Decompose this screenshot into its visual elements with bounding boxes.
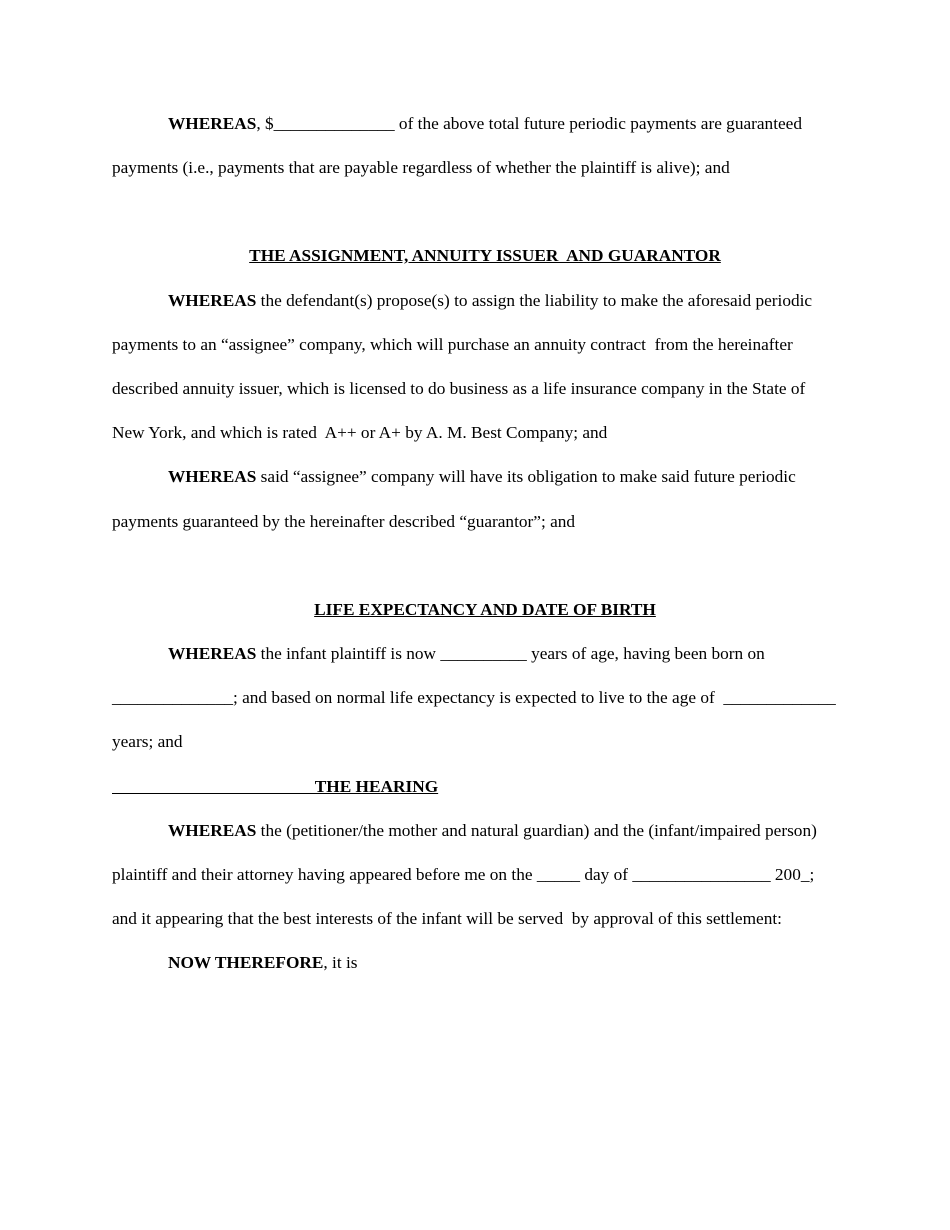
- paragraph-life-expectancy-line-2: ______________; and based on normal life expectancy is expected to live to the age of _____________: [112, 688, 836, 707]
- paragraph-text: said “assignee” company will have its obligation to make said future periodic: [256, 467, 796, 486]
- paragraph-life-expectancy-line-1: [168, 644, 765, 664]
- paragraph-hearing-line-3: and it appearing that the best interests of the infant will be served by approval of this settlement:: [112, 909, 782, 928]
- paragraph-guaranteed-payments-line-2: payments (i.e., payments that are payable regardless of whether the plaintiff is alive); and: [112, 158, 730, 177]
- section-heading-hearing: THE HEARING: [112, 777, 439, 796]
- section-heading-life-expectancy: LIFE EXPECTANCY AND DATE OF BIRTH: [314, 600, 656, 619]
- paragraph-life-expectancy-line-3: years; and: [112, 732, 183, 751]
- paragraph-text: the (petitioner/the mother and natural guardian) and the (infant/impaired person): [256, 821, 817, 840]
- paragraph-hearing-line-1: [168, 821, 817, 841]
- paragraph-text: the infant plaintiff is now __________ years of age, having been born on: [256, 644, 765, 663]
- paragraph-assignment-line-2: payments to an “assignee” company, which will purchase an annuity contract from the hereinafter: [112, 335, 793, 354]
- paragraph-guarantor-line-1: [168, 467, 796, 487]
- paragraph-hearing-line-2: plaintiff and their attorney having appeared before me on the _____ day of ________________ 200_;: [112, 865, 815, 884]
- whereas-keyword: WHEREAS: [168, 291, 257, 310]
- now-therefore-keyword: NOW THEREFORE: [168, 953, 324, 972]
- paragraph-text: the defendant(s) propose(s) to assign the liability to make the aforesaid periodic: [256, 291, 813, 310]
- whereas-keyword: WHEREAS: [168, 644, 257, 663]
- paragraph-assignment-line-4: New York, and which is rated A++ or A+ by A. M. Best Company; and: [112, 423, 608, 442]
- whereas-keyword: WHEREAS: [168, 467, 257, 486]
- paragraph-text: , $______________ of the above total future periodic payments are guaranteed: [256, 114, 802, 133]
- paragraph-guaranteed-payments-line-1: [168, 114, 802, 134]
- paragraph-assignment-line-1: [168, 291, 812, 311]
- paragraph-guarantor-line-2: payments guaranteed by the hereinafter described “guarantor”; and: [112, 512, 576, 531]
- whereas-keyword: WHEREAS: [168, 114, 257, 133]
- paragraph-now-therefore: [168, 953, 358, 973]
- paragraph-text: , it is: [323, 953, 358, 972]
- paragraph-assignment-line-3: described annuity issuer, which is licensed to do business as a life insurance company in the State of: [112, 379, 806, 398]
- section-heading-assignment: THE ASSIGNMENT, ANNUITY ISSUER AND GUARANTOR: [249, 246, 721, 265]
- whereas-keyword: WHEREAS: [168, 821, 257, 840]
